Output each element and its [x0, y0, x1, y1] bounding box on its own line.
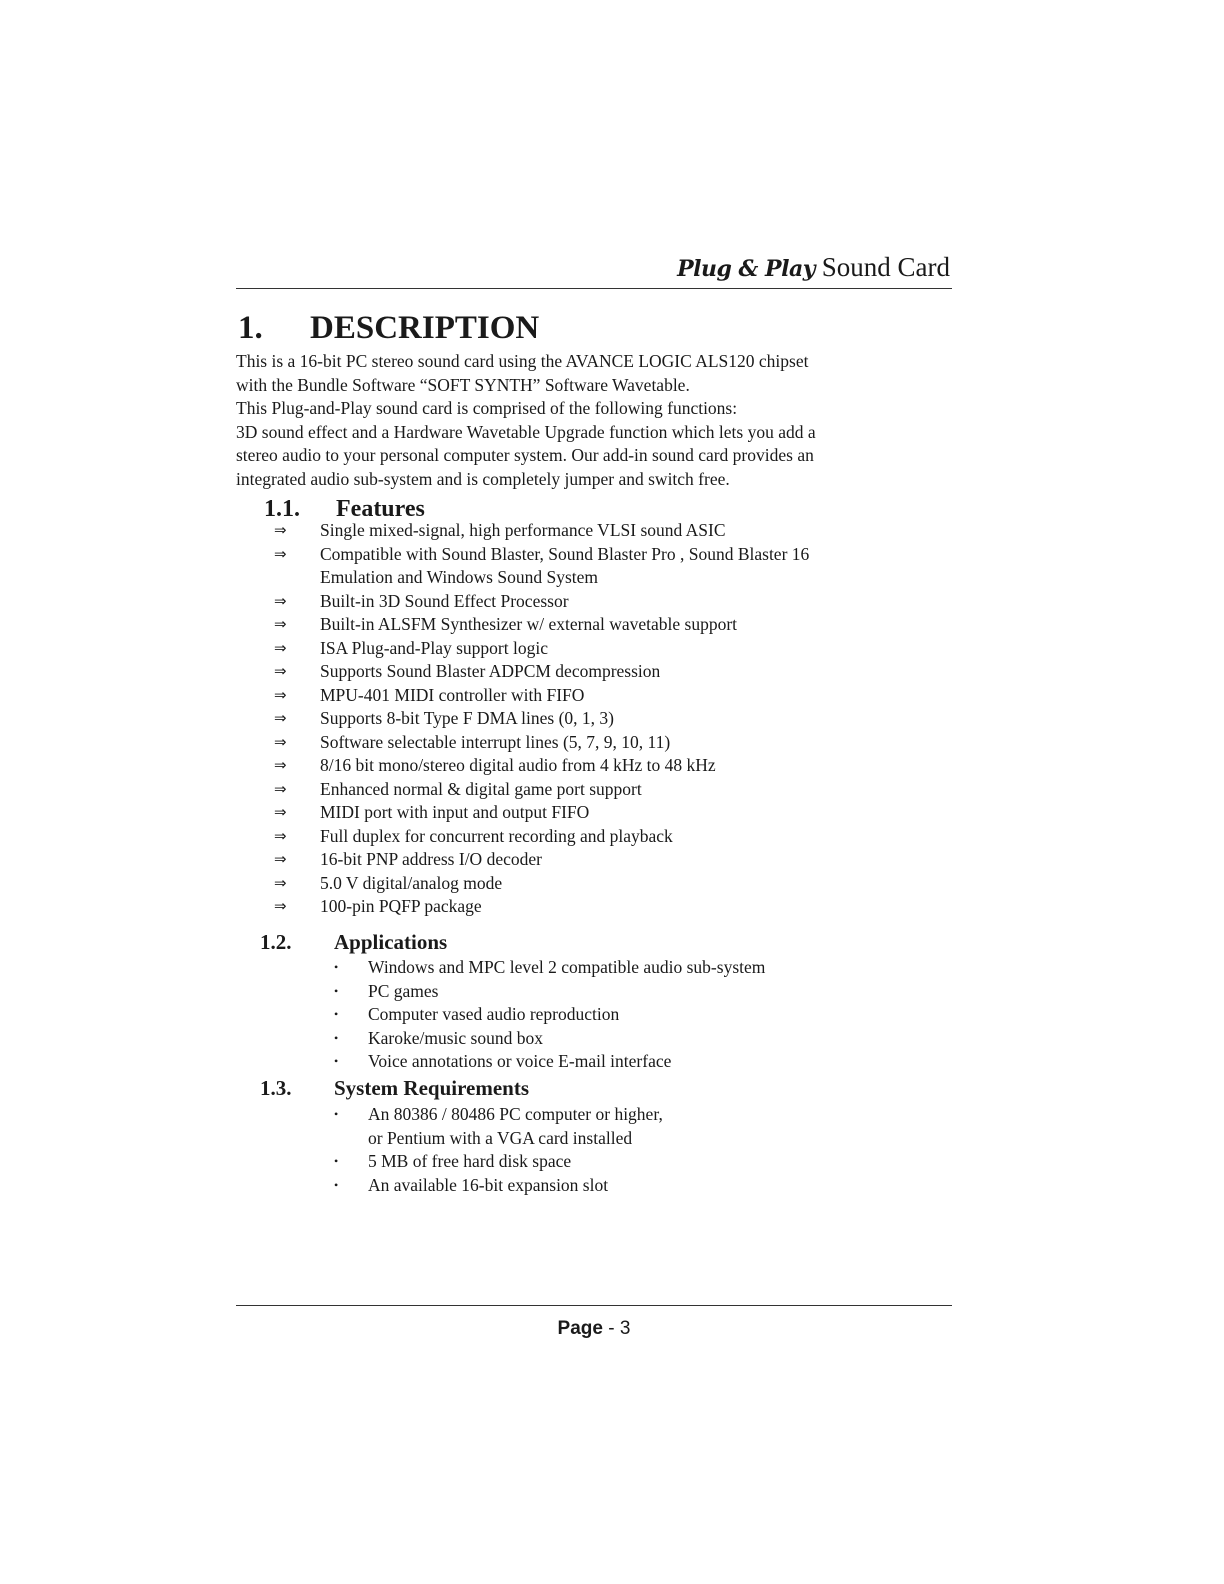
arrow-bullet-icon: ⇒ [274, 544, 287, 563]
list-item-line: Single mixed-signal, high performance VLSI sound ASIC [320, 520, 726, 540]
list-item-line: Voice annotations or voice E-mail interface [368, 1051, 672, 1071]
list-item-line: Emulation and Windows Sound System [320, 567, 599, 587]
list-item [274, 519, 924, 543]
list-item [274, 872, 924, 896]
bullet-dot-icon: • [334, 1007, 339, 1021]
bullet-dot-icon: • [334, 1154, 339, 1168]
list-item-text [368, 1050, 671, 1074]
list-item-line: Karoke/music sound box [368, 1027, 543, 1048]
list-item [274, 895, 924, 919]
list-item-text [320, 543, 924, 590]
list-item [274, 613, 924, 637]
paragraph-line: with the Bundle Software “SOFT SYNTH” Software Wavetable. [236, 374, 690, 395]
paragraph-line: This Plug-and-Play sound card is comprised of the following functions: [236, 398, 738, 418]
arrow-bullet-icon: ⇒ [274, 521, 287, 539]
bullet-dot-icon: • [334, 1177, 339, 1192]
list-item-line: 5 MB of free hard disk space [368, 1151, 572, 1171]
list-item-line: Software selectable interrupt lines (5, 7, 9, 10, 11) [320, 731, 671, 752]
arrow-bullet-icon: ⇒ [274, 732, 287, 751]
list-item-text [320, 895, 924, 919]
bullet-dot-icon: • [334, 1054, 339, 1068]
bullet-dot-icon: • [334, 1107, 339, 1121]
list-item [330, 980, 765, 1004]
arrow-bullet-icon: ⇒ [274, 779, 287, 798]
list-item [274, 754, 924, 778]
arrow-bullet-icon: ⇒ [274, 591, 287, 610]
list-item-text [368, 980, 439, 1004]
list-item-line: Compatible with Sound Blaster, Sound Blaster Pro , Sound Blaster 16 [320, 543, 810, 564]
list-item [330, 956, 765, 980]
arrow-bullet-icon: ⇒ [274, 803, 287, 821]
list-item-line: PC games [368, 980, 439, 1001]
system-requirements-title: System Requirements [334, 1076, 530, 1100]
list-item-text [320, 707, 924, 731]
list-item-text [368, 1003, 619, 1027]
features-title: Features [336, 496, 425, 522]
arrow-bullet-icon: ⇒ [274, 873, 287, 892]
system-requirements-heading [260, 1075, 529, 1101]
features-list [274, 519, 924, 919]
list-item [274, 801, 924, 825]
header-title: Sound Card [821, 252, 950, 282]
list-item-text [320, 778, 924, 802]
list-item-text [320, 660, 924, 684]
page-header [236, 250, 950, 286]
arrow-bullet-icon: ⇒ [274, 897, 287, 915]
list-item-text [320, 848, 924, 872]
list-item-text [320, 637, 924, 661]
list-item-text [320, 613, 924, 637]
list-item-text [368, 956, 765, 980]
list-item [274, 637, 924, 661]
arrow-bullet-icon: ⇒ [274, 662, 287, 680]
paragraph-line: integrated audio sub-system and is completely jumper and switch free. [236, 468, 730, 489]
list-item [330, 1027, 765, 1051]
list-item-line: Enhanced normal & digital game port support [320, 778, 642, 799]
paragraph-line: This is a 16-bit PC stereo sound card using the AVANCE LOGIC ALS120 chipset [236, 351, 809, 371]
list-item-line: Supports Sound Blaster ADPCM decompression [320, 661, 661, 681]
list-item-line: An 80386 / 80486 PC computer or higher, [368, 1104, 663, 1124]
list-item-line: Supports 8-bit Type F DMA lines (0, 1, 3) [320, 708, 615, 728]
system-requirements-number: 1.3. [260, 1076, 292, 1100]
page-label: Page [557, 1318, 603, 1339]
list-item-line: Full duplex for concurrent recording and playback [320, 825, 673, 846]
list-item-line: 8/16 bit mono/stereo digital audio from 4 kHz to 48 kHz [320, 755, 716, 775]
bullet-dot-icon: • [334, 983, 339, 998]
bullet-dot-icon: • [334, 1030, 339, 1045]
page-separator: - [608, 1318, 615, 1339]
list-item [274, 543, 924, 590]
list-item-text [320, 801, 924, 825]
list-item-line: An available 16-bit expansion slot [368, 1174, 609, 1195]
list-item-text [368, 1027, 543, 1051]
description-paragraph [236, 350, 936, 491]
list-item-text [320, 754, 924, 778]
list-item-line: 16-bit PNP address I/O decoder [320, 849, 542, 869]
list-item-line: MPU-401 MIDI controller with FIFO [320, 684, 585, 705]
list-item-line: Windows and MPC level 2 compatible audio sub-system [368, 957, 766, 977]
applications-list [330, 956, 765, 1074]
list-item [274, 590, 924, 614]
list-item-text [320, 519, 924, 543]
system-requirements-list [330, 1103, 663, 1197]
arrow-bullet-icon: ⇒ [274, 826, 287, 845]
list-item [274, 825, 924, 849]
list-item-text [320, 872, 924, 896]
arrow-bullet-icon: ⇒ [274, 638, 287, 657]
list-item-text [320, 731, 924, 755]
list-item-text [368, 1150, 571, 1174]
list-item-line: MIDI port with input and output FIFO [320, 802, 590, 822]
header-brand: Plug & Play [677, 256, 815, 282]
list-item-line: or Pentium with a VGA card installed [368, 1127, 633, 1148]
page-footer [236, 1318, 952, 1340]
list-item-line: Computer vased audio reproduction [368, 1004, 620, 1024]
list-item-text [368, 1103, 663, 1150]
list-item [330, 1150, 663, 1174]
arrow-bullet-icon: ⇒ [274, 615, 287, 633]
arrow-bullet-icon: ⇒ [274, 756, 287, 774]
list-item-line: Built-in ALSFM Synthesizer w/ external wavetable support [320, 614, 738, 634]
list-item-line: 5.0 V digital/analog mode [320, 872, 503, 893]
list-item-text [368, 1174, 608, 1198]
applications-title: Applications [334, 930, 448, 954]
list-item [274, 848, 924, 872]
arrow-bullet-icon: ⇒ [274, 685, 287, 704]
list-item-text [320, 684, 924, 708]
list-item [274, 707, 924, 731]
list-item [330, 1050, 765, 1074]
list-item [330, 1174, 663, 1198]
header-divider [236, 288, 952, 289]
list-item-line: ISA Plug-and-Play support logic [320, 637, 548, 658]
paragraph-line: stereo audio to your personal computer system. Our add-in sound card provides an [236, 445, 814, 465]
section-title: DESCRIPTION [310, 310, 540, 346]
list-item [330, 1103, 663, 1150]
list-item-text [320, 825, 924, 849]
applications-number: 1.2. [260, 930, 292, 954]
bullet-dot-icon: • [334, 960, 339, 974]
arrow-bullet-icon: ⇒ [274, 850, 287, 868]
features-number: 1.1. [264, 496, 300, 522]
paragraph-line: 3D sound effect and a Hardware Wavetable Upgrade function which lets you add a [236, 421, 816, 442]
arrow-bullet-icon: ⇒ [274, 709, 287, 727]
section-heading [238, 308, 539, 348]
list-item [274, 731, 924, 755]
list-item [274, 684, 924, 708]
footer-divider [236, 1305, 952, 1306]
section-number: 1. [238, 310, 263, 346]
list-item-text [320, 590, 924, 614]
list-item-line: 100-pin PQFP package [320, 896, 482, 916]
list-item-line: Built-in 3D Sound Effect Processor [320, 590, 569, 611]
list-item [274, 778, 924, 802]
page-number: 3 [619, 1318, 631, 1339]
list-item [330, 1003, 765, 1027]
applications-heading [260, 929, 447, 955]
list-item [274, 660, 924, 684]
